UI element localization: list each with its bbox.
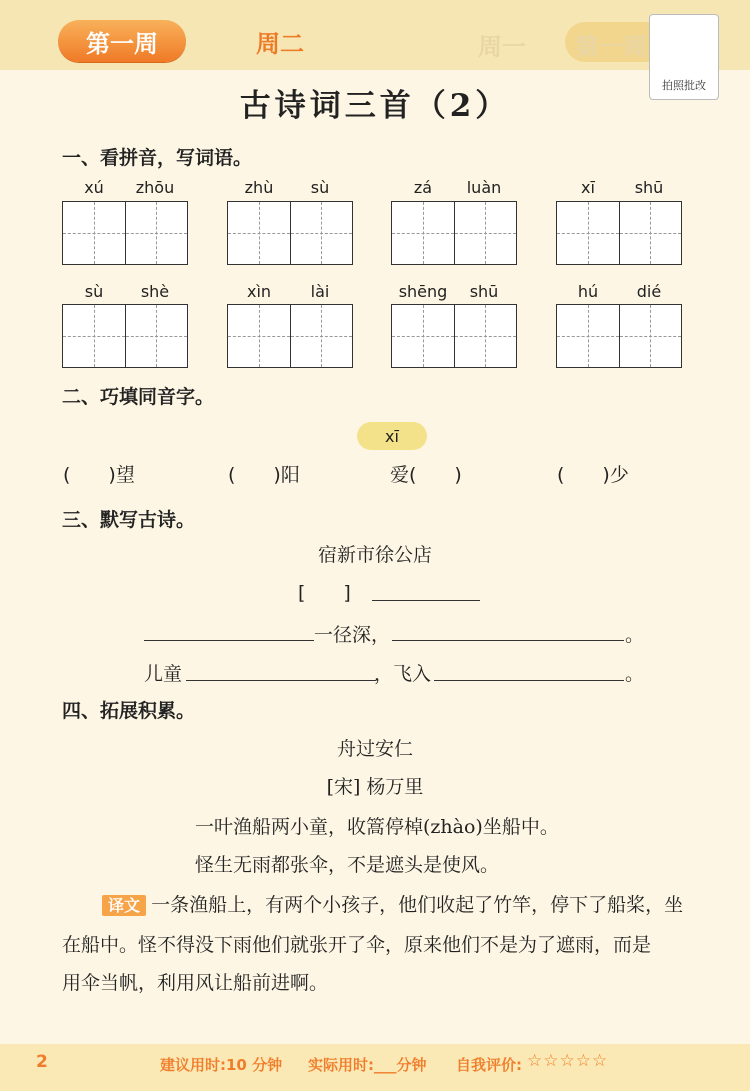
pinyin-syllable-1: sù <box>84 282 104 301</box>
writing-grid[interactable] <box>227 201 353 265</box>
week-badge: 第一周 <box>58 20 186 62</box>
writing-cell[interactable] <box>228 202 291 264</box>
pinyin-syllable-1: xìn <box>246 282 272 301</box>
pinyin-syllable-2: dié <box>636 282 662 301</box>
poem-title: 宿新市徐公店 <box>317 544 432 566</box>
writing-grid[interactable] <box>227 304 353 368</box>
pinyin-syllable-2: shè <box>140 282 170 301</box>
writing-cell[interactable] <box>63 305 126 367</box>
writing-cell[interactable] <box>455 305 517 367</box>
pinyin-syllable-1: zhù <box>244 178 274 197</box>
translation-line1-wrap <box>102 890 683 917</box>
poem-line2-prefix: 儿童 <box>144 663 183 685</box>
translation-line1: 一条渔船上，有两个小孩子，他们收起了竹竿，停下了船桨，坐 <box>151 894 684 916</box>
poem-line1-end: 。 <box>625 624 645 646</box>
pinyin-syllable-2: lài <box>310 282 330 301</box>
poem-line2-end: 。 <box>625 663 645 685</box>
translation-badge: 译文 <box>102 895 146 916</box>
poem-line2-mid: ，飞入 <box>374 663 432 685</box>
writing-cell[interactable] <box>557 202 620 264</box>
dynasty-bracket[interactable]: [ ] <box>298 582 351 604</box>
extension-poem-line2: 怪生无雨都张伞，不是遮头是使风。 <box>195 854 500 876</box>
writing-cell[interactable] <box>63 202 126 264</box>
writing-cell[interactable] <box>392 202 455 264</box>
writing-cell[interactable] <box>126 202 188 264</box>
self-eval-label: 自我评价: <box>456 1056 522 1074</box>
pinyin-pill: xī <box>357 422 427 450</box>
ghost-day-label: 周一 <box>478 33 526 61</box>
translation-line3: 用伞当帆，利用风让船前进啊。 <box>62 972 329 994</box>
day-label: 周二 <box>256 30 304 58</box>
writing-cell[interactable] <box>455 202 517 264</box>
writing-cell[interactable] <box>291 202 353 264</box>
poem-blank-4[interactable] <box>434 680 624 681</box>
poem-line1-text: 一径深， <box>314 624 391 646</box>
writing-grid[interactable] <box>556 304 682 368</box>
writing-grid[interactable] <box>62 304 188 368</box>
page-title: 古诗词三首（2） <box>239 88 511 124</box>
fill-blank-2[interactable]: ( )阳 <box>228 464 300 486</box>
extension-poem-line1: 一叶渔船两小童，收篙停棹(zhào)坐船中。 <box>195 816 559 838</box>
writing-cell[interactable] <box>620 305 682 367</box>
pinyin-syllable-2: shū <box>469 282 499 301</box>
pinyin-syllable-1: xú <box>84 178 104 197</box>
pinyin-syllable-2: shū <box>634 178 664 197</box>
pinyin-syllable-2: luàn <box>466 178 502 197</box>
fill-blank-1[interactable]: ( )望 <box>63 464 135 486</box>
pinyin-syllable-1: shēng <box>398 282 448 301</box>
writing-cell[interactable] <box>620 202 682 264</box>
rating-stars[interactable]: ☆☆☆☆☆ <box>527 1051 609 1071</box>
photo-grading-label: 拍照批改 <box>662 79 706 92</box>
writing-cell[interactable] <box>557 305 620 367</box>
pinyin-syllable-2: sù <box>310 178 330 197</box>
author-blank[interactable] <box>372 600 480 601</box>
section1-heading: 一、看拼音，写词语。 <box>62 147 253 169</box>
pinyin-syllable-1: zá <box>413 178 433 197</box>
writing-grid[interactable] <box>391 201 517 265</box>
translation-line2: 在船中。怪不得没下雨他们就张开了伞，原来他们不是为了遮雨，而是 <box>62 934 652 956</box>
section4-heading: 四、拓展积累。 <box>62 700 196 722</box>
ghost-week-label: 第一周 <box>575 33 647 61</box>
poem-blank-1[interactable] <box>144 640 314 641</box>
section2-heading: 二、巧填同音字。 <box>62 386 215 408</box>
section3-heading: 三、默写古诗。 <box>62 509 196 531</box>
fill-blank-4[interactable]: ( )少 <box>557 464 629 486</box>
pinyin-syllable-2: zhōu <box>135 178 175 197</box>
fill-blank-3[interactable]: 爱( ) <box>390 464 462 486</box>
extension-poem-author: [宋] 杨万里 <box>326 776 424 798</box>
pinyin-syllable-1: xī <box>581 178 595 197</box>
pinyin-syllable-1: hú <box>577 282 599 301</box>
writing-grid[interactable] <box>391 304 517 368</box>
extension-poem-title: 舟过安仁 <box>336 738 413 760</box>
suggested-time: 建议用时:10 分钟 <box>160 1056 283 1074</box>
poem-blank-3[interactable] <box>186 680 376 681</box>
writing-cell[interactable] <box>291 305 353 367</box>
writing-cell[interactable] <box>228 305 291 367</box>
writing-cell[interactable] <box>392 305 455 367</box>
poem-blank-2[interactable] <box>392 640 624 641</box>
writing-grid[interactable] <box>62 201 188 265</box>
page-number: 2 <box>36 1052 48 1072</box>
writing-grid[interactable] <box>556 201 682 265</box>
actual-time: 实际用时:___分钟 <box>308 1056 427 1074</box>
writing-cell[interactable] <box>126 305 188 367</box>
